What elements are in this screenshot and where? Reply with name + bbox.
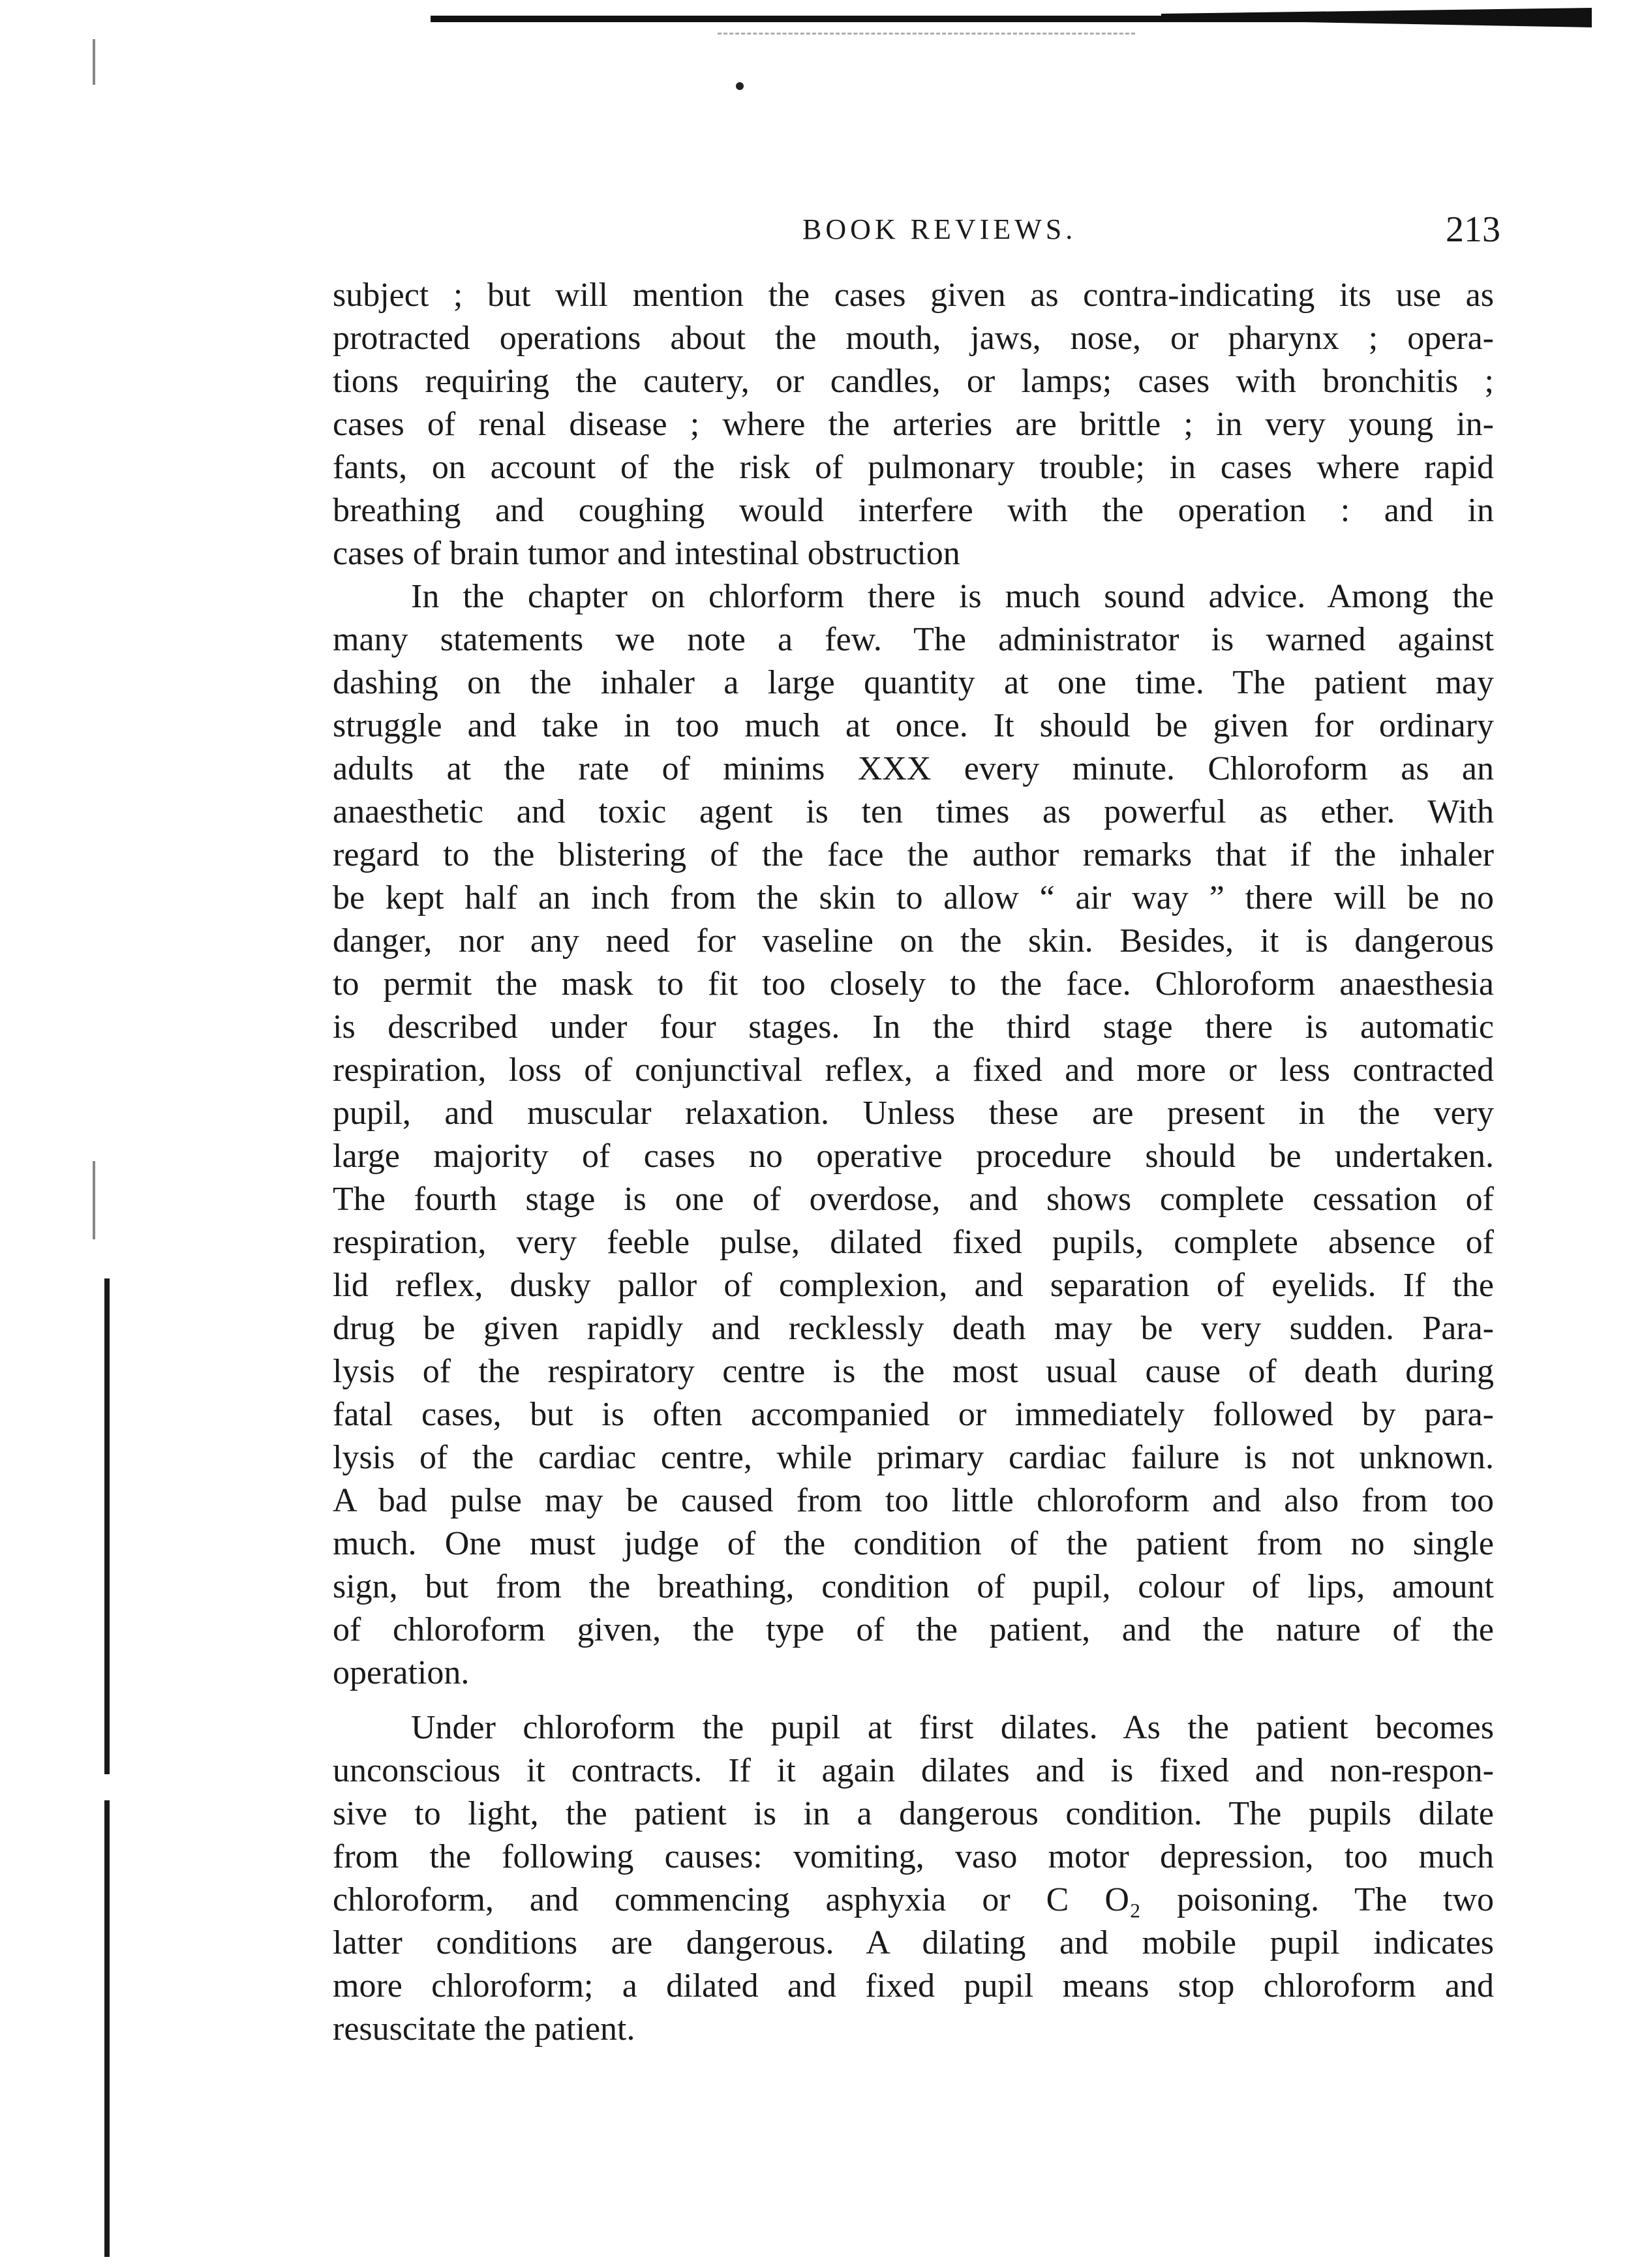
text-line: lid reflex, dusky pallor of complexion, and separation of eyelids. If the — [333, 1267, 1494, 1304]
top-scan-rule-faint — [718, 33, 1135, 37]
paragraph-gap — [333, 1695, 1494, 1706]
text-line: large majority of cases no operative procedure should be undertaken. — [333, 1138, 1494, 1175]
text-line: protracted operations about the mouth, jaws, nose, or pharynx ; opera- — [333, 320, 1494, 357]
text-line: operation. — [333, 1654, 470, 1691]
paragraph — [333, 575, 1494, 1695]
text-line: danger, nor any need for vaseline on the skin. Besides, it is dangerous — [333, 922, 1494, 960]
text-line: cases of renal disease ; where the arteries are brittle ; in very young in- — [333, 406, 1494, 443]
text-line: breathing and coughing would interfere with the operation : and in — [333, 492, 1494, 529]
text-line: The fourth stage is one of overdose, and shows complete cessation of — [333, 1181, 1494, 1218]
text-line: sign, but from the breathing, condition of pupil, colour of lips, amount — [333, 1568, 1494, 1605]
text-line: subject ; but will mention the cases given as contra-indicating its use as — [333, 277, 1494, 314]
paragraph — [333, 1706, 1494, 2051]
text-line: chloroform, and commencing asphyxia or C O₂ poisoning. The two — [333, 1881, 1494, 1918]
text-line: of chloroform given, the type of the patient, and the nature of the — [333, 1611, 1494, 1648]
text-line: A bad pulse may be caused from too little chloroform and also from too — [333, 1482, 1494, 1519]
running-title: BOOK REVIEWS. — [802, 213, 1077, 245]
margin-scan-rule — [104, 1278, 110, 1774]
text-line: sive to light, the patient is in a dangerous condition. The pupils dilate — [333, 1795, 1494, 1832]
text-line: fatal cases, but is often accompanied or immediately followed by para- — [333, 1396, 1494, 1433]
text-line: adults at the rate of minims XXX every minute. Chloroform as an — [333, 750, 1494, 787]
text-line: fants, on account of the risk of pulmonary trouble; in cases where rapid — [333, 449, 1494, 486]
margin-scan-mark — [93, 1161, 95, 1239]
text-line: much. One must judge of the condition of the patient from no single — [333, 1525, 1494, 1562]
text-line: In the chapter on chlorform there is much sound advice. Among the — [411, 578, 1494, 615]
text-line: respiration, very feeble pulse, dilated fixed pupils, complete absence of — [333, 1224, 1494, 1261]
text-line: respiration, loss of conjunctival reflex, a fixed and more or less contracted — [333, 1051, 1494, 1089]
margin-scan-rule — [104, 1800, 110, 2257]
text-line: regard to the blistering of the face the author remarks that if the inhaler — [333, 836, 1494, 873]
text-line: struggle and take in too much at once. It should be given for ordinary — [333, 707, 1494, 744]
text-line: from the following causes: vomiting, vaso motor depression, too much — [333, 1838, 1494, 1875]
margin-scan-mark — [93, 39, 95, 85]
text-line: tions requiring the cautery, or candles, or lamps; cases with bronchitis ; — [333, 363, 1494, 400]
text-line: Under chloroform the pupil at first dilates. As the patient becomes — [411, 1709, 1494, 1746]
text-line: be kept half an inch from the skin to allow “ air way ” there will be no — [333, 879, 1494, 916]
body-text — [333, 274, 1494, 2051]
text-line: resuscitate the patient. — [333, 2010, 635, 2048]
text-line: latter conditions are dangerous. A dilating and mobile pupil indicates — [333, 1924, 1494, 1961]
scan-dot-mark — [736, 82, 744, 90]
text-line: dashing on the inhaler a large quantity at one time. The patient may — [333, 664, 1494, 701]
text-line: lysis of the cardiac centre, while primary cardiac failure is not unknown. — [333, 1439, 1494, 1476]
text-line: many statements we note a few. The administrator is warned against — [333, 621, 1494, 658]
text-line: unconscious it contracts. If it again dilates and is fixed and non-respon- — [333, 1752, 1494, 1789]
text-line: lysis of the respiratory centre is the most usual cause of death during — [333, 1353, 1494, 1390]
text-line: is described under four stages. In the third stage there is automatic — [333, 1008, 1494, 1046]
text-line: anaesthetic and toxic agent is ten times as powerful as ether. With — [333, 793, 1494, 830]
text-line: pupil, and muscular relaxation. Unless these are present in the very — [333, 1095, 1494, 1132]
page-number: 213 — [1446, 209, 1500, 250]
text-line: drug be given rapidly and recklessly death may be very sudden. Para- — [333, 1310, 1494, 1347]
text-line: to permit the mask to fit too closely to the face. Chloroform anaesthesia — [333, 965, 1494, 1003]
text-line: cases of brain tumor and intestinal obstruction — [333, 535, 960, 572]
running-head — [326, 209, 1500, 254]
paragraph — [333, 274, 1494, 575]
text-line: more chloroform; a dilated and fixed pupil means stop chloroform and — [333, 1967, 1494, 2004]
